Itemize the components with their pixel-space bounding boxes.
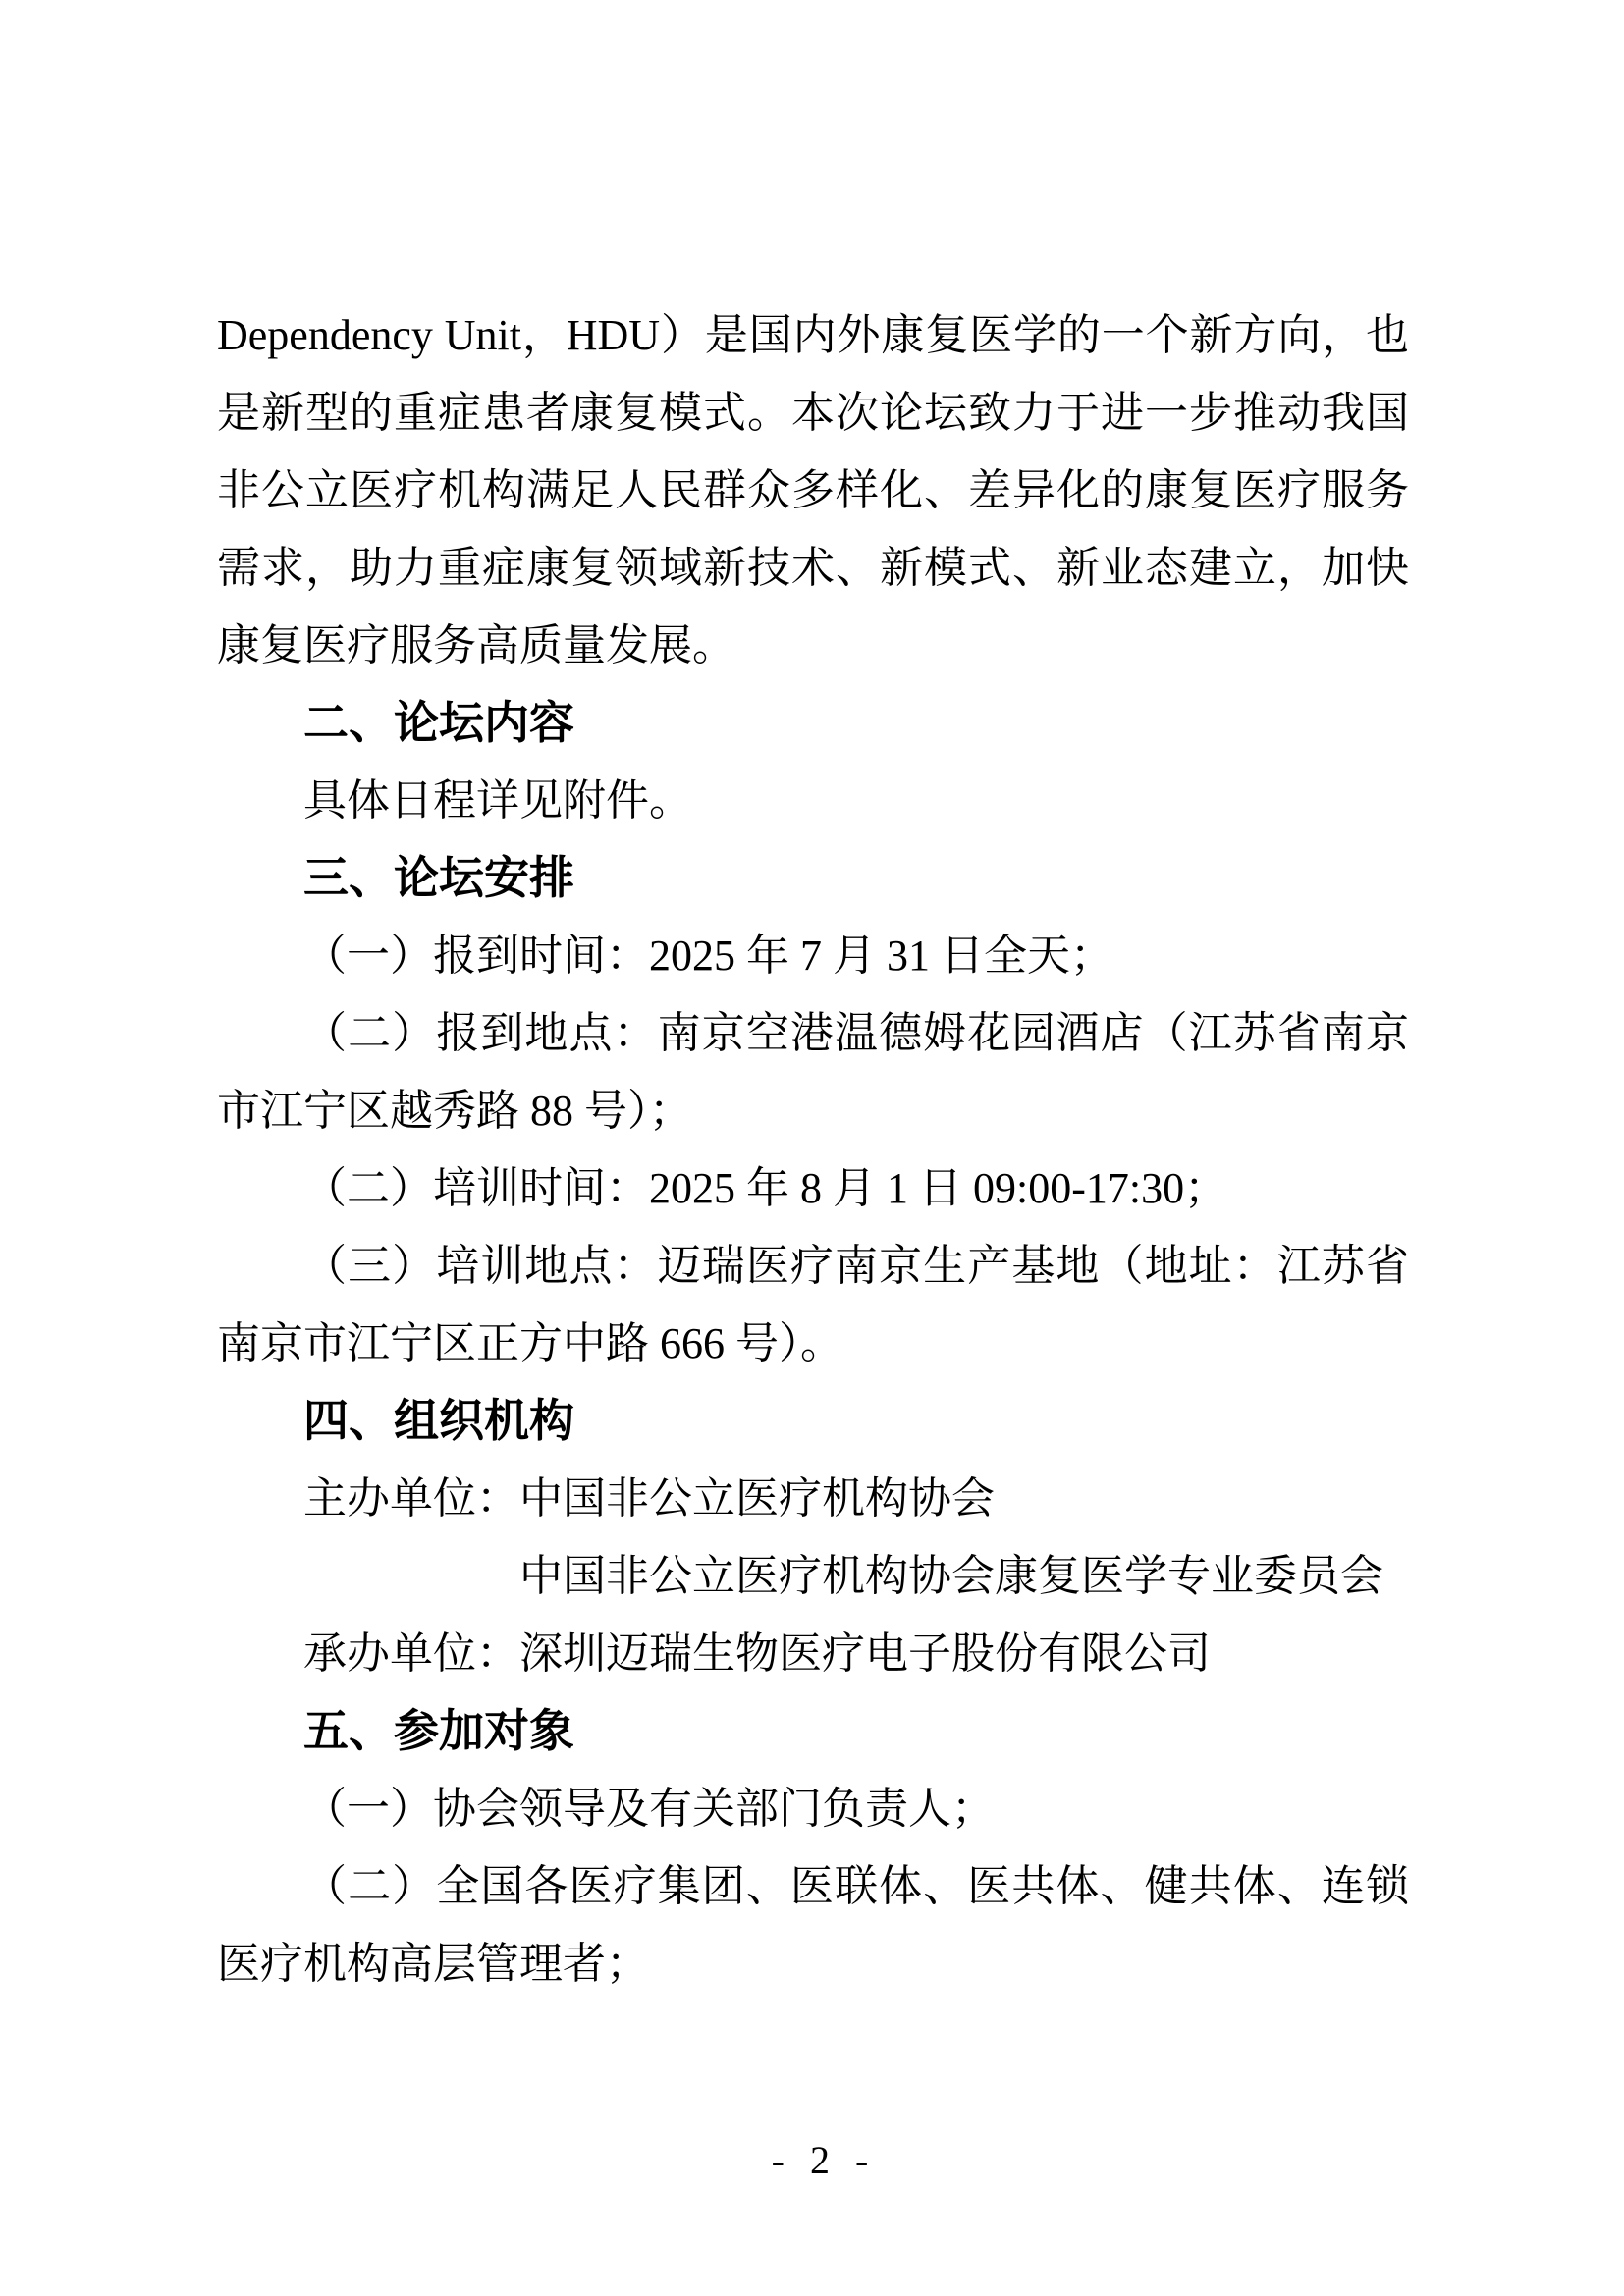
paragraph-line: 市江宁区越秀路 88 号）；	[217, 1087, 692, 1135]
co-organizer-line: 承办单位：深圳迈瑞生物医疗电子股份有限公司	[303, 1629, 1211, 1678]
host-organizer-line: 中国非公立医疗机构协会康复医学专业委员会	[519, 1552, 1383, 1600]
paragraph-line: 具体日程详见附件。	[303, 776, 692, 825]
paragraph-line: 康复医疗服务高质量发展。	[217, 621, 735, 669]
section-heading-forum-arrangement: 三、论坛安排	[303, 852, 574, 903]
paragraph-line: 南京市江宁区正方中路 666 号）。	[217, 1319, 843, 1367]
list-item-checkin-place: （二）报到地点：南京空港温德姆花园酒店（江苏省南京	[303, 1009, 1409, 1057]
list-item-participants-1: （一）协会领导及有关部门负责人；	[303, 1785, 995, 1833]
section-heading-forum-content: 二、论坛内容	[303, 697, 574, 748]
host-organizer-line: 主办单位：中国非公立医疗机构协会	[303, 1474, 995, 1522]
section-heading-organization: 四、组织机构	[303, 1395, 574, 1446]
paragraph-line: Dependency Unit，HDU）是国内外康复医学的一个新方向，也	[217, 311, 1409, 359]
paragraph-line: 医疗机构高层管理者；	[217, 1940, 649, 1988]
list-item-training-time: （二）培训时间：2025 年 8 月 1 日 09:00-17:30；	[303, 1164, 1228, 1212]
list-item-training-place: （三）培训地点：迈瑞医疗南京生产基地（地址：江苏省	[303, 1242, 1409, 1290]
page-number: - 2 -	[771, 2138, 869, 2182]
document-body	[217, 296, 1409, 2002]
list-item-checkin-time: （一）报到时间：2025 年 7 月 31 日全天；	[303, 932, 1113, 980]
paragraph-line: 是新型的重症患者康复模式。本次论坛致力于进一步推动我国	[217, 389, 1409, 437]
list-item-participants-2: （二）全国各医疗集团、医联体、医共体、健共体、连锁	[303, 1862, 1409, 1910]
section-heading-participants: 五、参加对象	[303, 1705, 574, 1756]
paragraph-line: 需求，助力重症康复领域新技术、新模式、新业态建立，加快	[217, 544, 1409, 592]
paragraph-line: 非公立医疗机构满足人民群众多样化、差异化的康复医疗服务	[217, 466, 1409, 514]
